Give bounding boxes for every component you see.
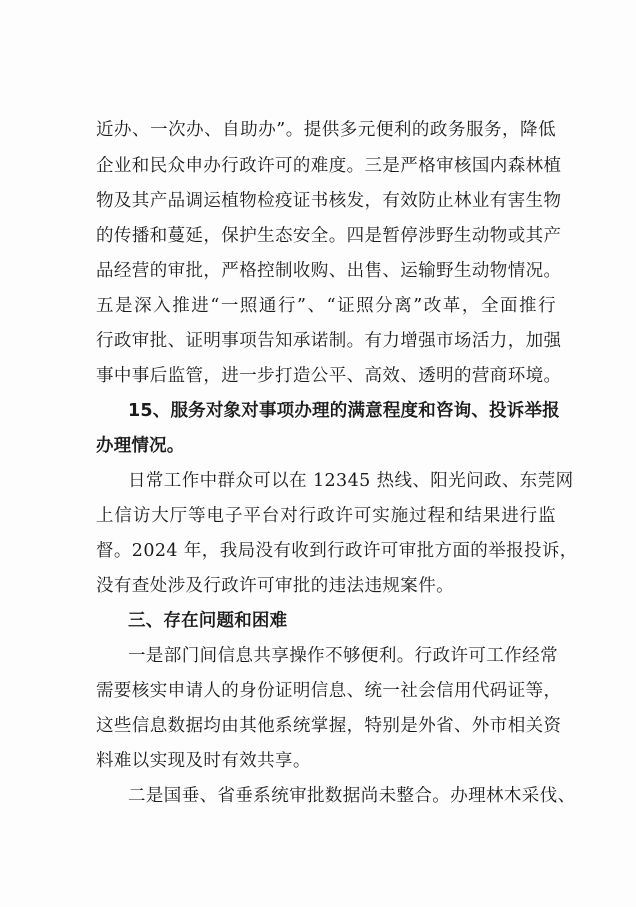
body-text-line: 二是国垂、省垂系统审批数据尚未整合。办理林木采伐、 <box>128 786 576 806</box>
body-text-line: 日常工作中群众可以在 12345 热线、阳光问政、东莞网 <box>128 471 574 491</box>
body-text-line: 上信访大厅等电子平台对行政许可实施过程和结果进行监 <box>96 506 556 526</box>
body-text-line: 料难以实现及时有效共享。 <box>96 751 311 771</box>
body-text-line: 的传播和蔓延，保护生态安全。四是暂停涉野生动物或其产 <box>96 226 562 246</box>
body-text-line: 这些信息数据均由其他系统掌握，特别是外省、外市相关资 <box>96 716 562 736</box>
body-text-line: 行政审批、证明事项告知承诺制。有力增强市场活力，加强 <box>96 331 562 351</box>
body-text-line: 没有查处涉及行政许可审批的违法违规案件。 <box>96 576 454 596</box>
section-heading-problems: 三、存在问题和困难 <box>128 611 288 631</box>
body-text-line: 一是部门间信息共享操作不够便利。行政许可工作经常 <box>128 646 558 666</box>
body-text-line: 近办、一次办、自助办”。提供多元便利的政务服务，降低 <box>96 120 556 140</box>
body-text-line: 督。2024 年，我局没有收到行政许可审批方面的举报投诉， <box>96 541 578 561</box>
body-text-line: 需要核实申请人的身份证明信息、统一社会信用代码证等， <box>96 681 562 701</box>
section-heading-15-continued: 办理情况。 <box>96 436 185 456</box>
body-text-line: 五是深入推进“一照通行”、“证照分离”改革，全面推行 <box>96 296 556 316</box>
body-text-line: 物及其产品调运植物检疫证书核发，有效防止林业有害生物 <box>96 191 562 211</box>
body-text-line: 企业和民众申办行政许可的难度。三是严格审核国内森林植 <box>96 156 562 176</box>
section-heading-15: 15、服务对象对事项办理的满意程度和咨询、投诉举报 <box>128 401 560 421</box>
body-text-line: 事中事后监管，进一步打造公平、高效、透明的营商环境。 <box>96 366 562 386</box>
body-text-line: 品经营的审批，严格控制收购、出售、运输野生动物情况。 <box>96 261 562 281</box>
